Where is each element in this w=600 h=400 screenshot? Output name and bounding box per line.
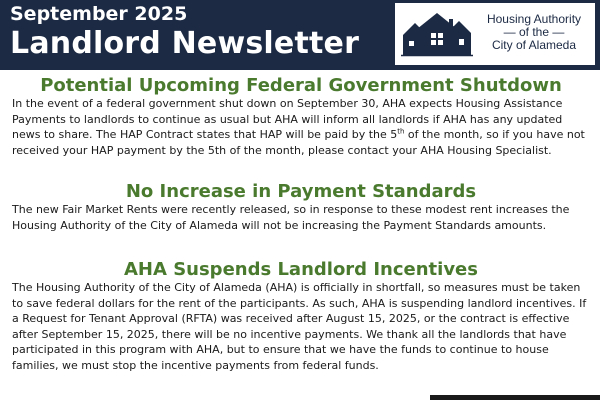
houses-icon	[401, 11, 473, 57]
cropped-footer-graphic	[430, 395, 600, 400]
logo-line-1: Housing Authority	[486, 12, 582, 26]
section-heading: No Increase in Payment Standards	[125, 181, 477, 202]
section-heading: AHA Suspends Landlord Incentives	[124, 259, 478, 280]
body-text-cont: of the month, so if you have not received your HAP payment by the 5th of the month, please contact your AHA Housing Specialist.	[12, 128, 585, 157]
ordinal-suffix: th	[397, 127, 405, 136]
section-body: The Housing Authority of the City of Alameda (AHA) is officially in shortfall, so measures must be taken to save federal dollars for the rent of the participants. As such, AHA is suspending landlord incentives. If a Request for Tenant Approval (RFTA) was received after August 15, 2025, or the contract is effective after September 15, 2025, there will be no incentive payments. We thank all the landlords that have participated in this program with AHA, but to ensure that we have the funds to continue to house families, we must stop the incentive payments from federal funds.	[12, 281, 587, 372]
section-heading: Potential Upcoming Federal Government Shutdown	[40, 75, 562, 96]
body-text: In the event of a federal government shut down on September 30, AHA expects Housing Assistance Payments to landlords to continue as usual but AHA will inform all landlords if AHA has any updated news to share. The HAP Contract states that HAP will be paid by the 5	[12, 97, 563, 141]
aha-logo	[395, 3, 595, 65]
section-landlord-incentives	[12, 260, 590, 373]
logo-text	[475, 13, 593, 52]
newsletter-month: September 2025	[10, 3, 188, 25]
logo-line-3: City of Alameda	[491, 38, 577, 52]
newsletter-title: Landlord Newsletter	[10, 26, 360, 61]
section-payment-standards	[12, 182, 590, 233]
newsletter-header	[0, 0, 600, 70]
section-shutdown	[12, 76, 590, 158]
section-body: The new Fair Market Rents were recently released, so in response to these modest rent increases the Housing Authority of the City of Alameda will not be increasing the Payment Standards amounts.	[12, 203, 570, 232]
section-body	[12, 96, 590, 158]
logo-line-2: — of the —	[503, 25, 565, 39]
